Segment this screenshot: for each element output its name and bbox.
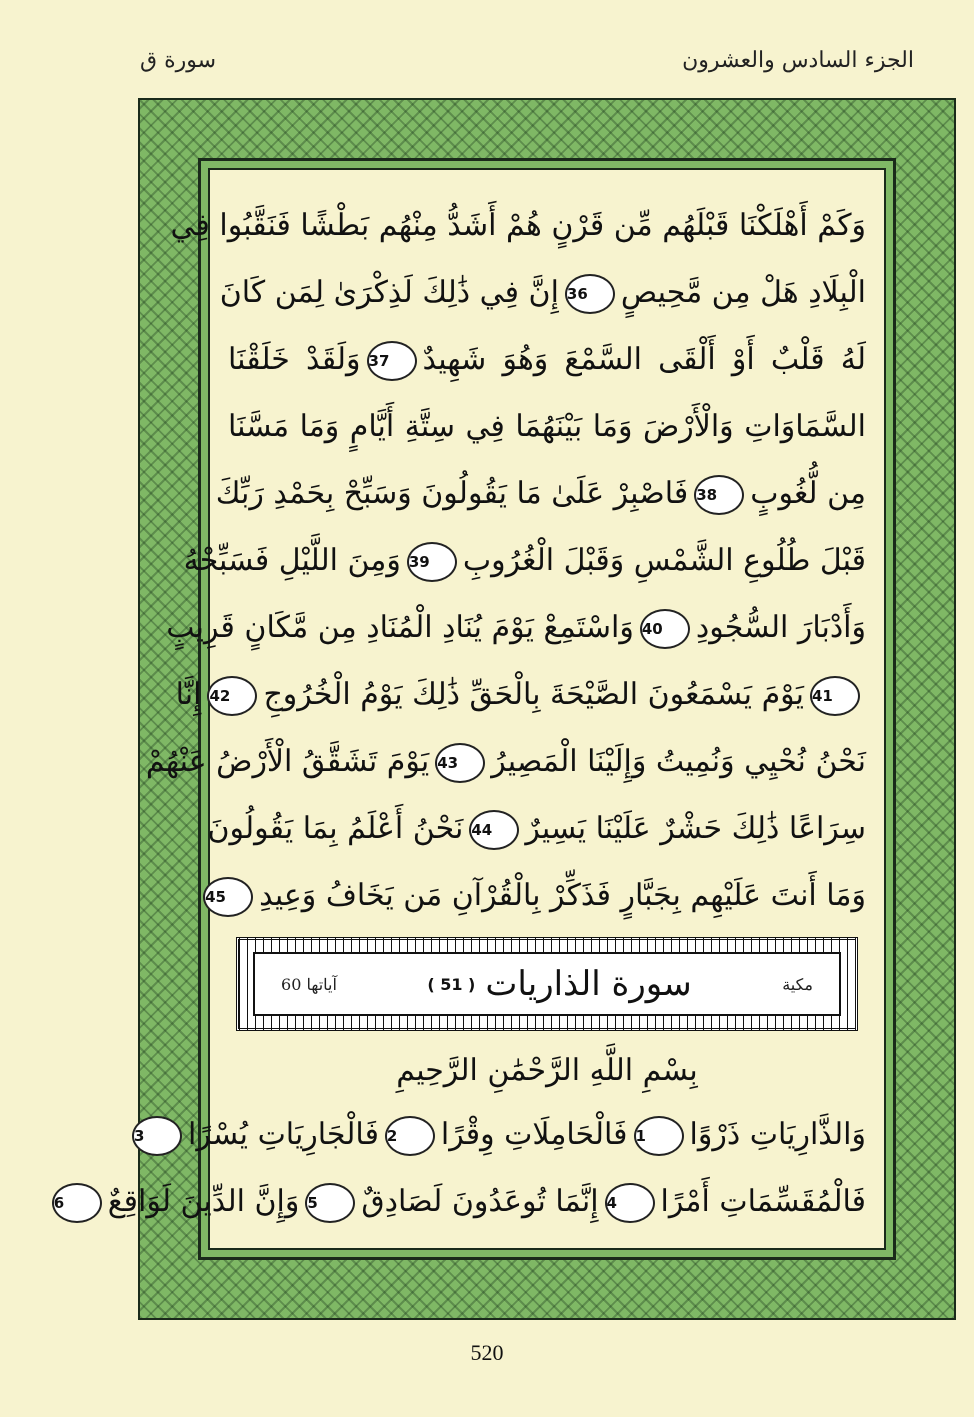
ayah-marker-2: 2 [385,1116,435,1156]
text-line-7: وَأَدْبَارَ السُّجُودِ40وَاسْتَمِعْ يَوْمَ يُنَادِ الْمُنَادِ مِن مَّكَانٍ قَرِيبٍ [228,594,866,661]
ayah-marker-37: 37 [367,341,417,381]
surah-title: سورة ق [140,48,217,73]
text-line-12: وَالذَّارِيَاتِ ذَرْوًا1فَالْحَامِلَاتِ وِقْرًا2فَالْجَارِيَاتِ يُسْرًا3 [228,1101,866,1168]
text-line-8: 41يَوْمَ يَسْمَعُونَ الصَّيْحَةَ بِالْحَقِّ ذَٰلِكَ يَوْمُ الْخُرُوجِ42إِنَّا [228,661,866,728]
ayah-marker-1: 1 [634,1116,684,1156]
ornamental-frame [53,98,956,1320]
text-line-10: سِرَاعًا ذَٰلِكَ حَشْرٌ عَلَيْنَا يَسِيرٌ44نَحْنُ أَعْلَمُ بِمَا يَقُولُونَ [228,795,866,862]
text-line-13: فَالْمُقَسِّمَاتِ أَمْرًا4إِنَّمَا تُوعَدُونَ لَصَادِقٌ5وَإِنَّ الدِّينَ لَوَاقِعٌ6 [228,1168,866,1235]
ayah-marker-44: 44 [469,810,519,850]
text-line-5: مِن لُّغُوبٍ38فَاصْبِرْ عَلَىٰ مَا يَقُولُونَ وَسَبِّحْ بِحَمْدِ رَبِّكَ [228,460,866,527]
ayah-marker-3: 3 [132,1116,182,1156]
surah-revelation-type: مكية [782,974,813,994]
surah-verse-count: آياتها 60 [281,974,337,994]
ayah-marker-43: 43 [435,743,485,783]
juz-title: الجزء السادس والعشرون [682,48,914,73]
ayah-marker-42: 42 [207,676,257,716]
page-number: 520 [470,1340,504,1365]
surah-number: ( 51 ) [427,974,476,994]
text-line-6: قَبْلَ طُلُوعِ الشَّمْسِ وَقَبْلَ الْغُرُوبِ39وَمِنَ اللَّيْلِ فَسَبِّحْهُ [228,527,866,594]
ayah-marker-40: 40 [640,609,690,649]
text-line-2: الْبِلَادِ هَلْ مِن مَّحِيصٍ36إِنَّ فِي ذَٰلِكَ لَذِكْرَىٰ لِمَن كَانَ [228,259,866,326]
ayah-marker-39: 39 [407,542,457,582]
text-line-4: السَّمَاوَاتِ وَالْأَرْضَ وَمَا بَيْنَهُمَا فِي سِتَّةِ أَيَّامٍ وَمَا مَسَّنَا [228,409,866,444]
surah-header-banner [236,937,858,1031]
ayah-marker-4: 4 [605,1183,655,1223]
ayah-marker-45: 45 [203,877,253,917]
text-line-1: وَكَمْ أَهْلَكْنَا قَبْلَهُم مِّن قَرْنٍ هُمْ أَشَدُّ مِنْهُم بَطْشًا فَنَقَّبُوا فِي [170,208,866,243]
basmala: بِسْمِ اللَّهِ الرَّحْمَٰنِ الرَّحِيمِ [396,1053,698,1088]
ayah-marker-38: 38 [694,475,744,515]
text-line-3: لَهُ قَلْبٌ أَوْ أَلْقَى السَّمْعَ وَهُوَ شَهِيدٌ37وَلَقَدْ خَلَقْنَا [228,326,866,393]
text-line-11: وَمَا أَنتَ عَلَيْهِم بِجَبَّارٍ فَذَكِّرْ بِالْقُرْآنِ مَن يَخَافُ وَعِيدِ45 [228,862,866,929]
page-text-area [53,168,886,1250]
ayah-marker-5: 5 [305,1183,355,1223]
ayah-marker-36: 36 [565,274,615,314]
ayah-marker-41: 41 [810,676,860,716]
surah-name: سورة الذاريات [485,964,692,1004]
ayah-marker-6: 6 [52,1183,102,1223]
text-line-9: نَحْنُ نُحْيِي وَنُمِيتُ وَإِلَيْنَا الْمَصِيرُ43يَوْمَ تَشَقَّقُ الْأَرْضُ عَنْهُمْ [228,728,866,795]
